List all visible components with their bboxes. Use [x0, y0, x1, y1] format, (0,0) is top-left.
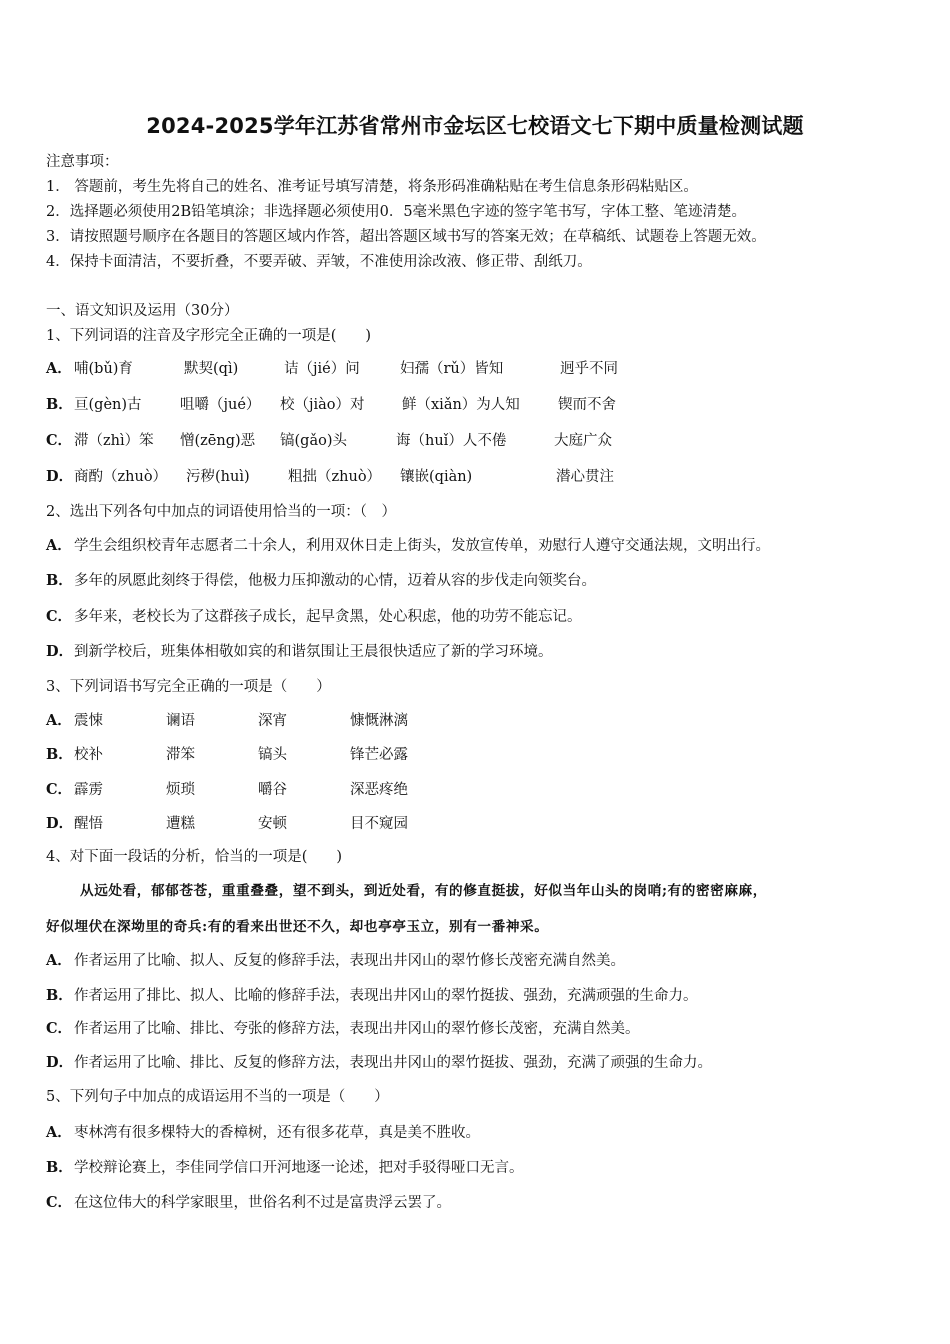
- option-word: 潜心贯注: [556, 469, 614, 485]
- option-word: 深宵: [258, 713, 287, 729]
- option-word: 震悚: [74, 713, 103, 729]
- option-word: 商酌（zhuò）: [74, 469, 168, 485]
- option-word: 遭糕: [166, 816, 195, 832]
- option-label: C．: [46, 432, 73, 449]
- option-word: 嚼谷: [258, 782, 287, 798]
- option-word: 粗拙（zhuò）: [288, 469, 382, 485]
- notice-item-3: 3．请按照题号顺序在各题目的答题区域内作答，超出答题区域书写的答案无效；在草稿纸、试题卷上答题无效。: [46, 229, 766, 245]
- option-label: D．: [46, 1054, 74, 1071]
- q5-option-c: [46, 1193, 451, 1213]
- q3-option-a: [46, 711, 408, 731]
- q1-option-a: [46, 359, 618, 379]
- option-text: 作者运用了排比、拟人、比喻的修辞手法，表现出井冈山的翠竹挺拔、强劲，充满顽强的生命力。: [74, 988, 698, 1004]
- option-word: 锋芒必露: [350, 747, 408, 763]
- section-heading: 一、语文知识及运用（30分）: [46, 303, 239, 319]
- option-word: 憎(zēng)恶: [180, 433, 256, 449]
- q1-stem: 1、下列词语的注音及字形完全正确的一项是( ): [46, 328, 372, 344]
- option-label: C．: [46, 1194, 73, 1211]
- q1-option-b: [46, 395, 616, 415]
- option-word: 镶嵌(qiàn): [400, 469, 473, 485]
- option-word: 默契(qì): [184, 361, 239, 377]
- option-text: 学校辩论赛上，李佳同学信口开河地逐一论述，把对手驳得哑口无言。: [74, 1160, 524, 1176]
- option-label: B．: [46, 987, 73, 1004]
- notice-item-2: 2．选择题必须使用2B铅笔填涂；非选择题必须使用0．5毫米黑色字迹的签字笔书写，字体工整、笔迹清楚。: [46, 204, 747, 220]
- option-word: 鲜（xiǎn）为人知: [402, 397, 520, 413]
- q4-stem: 4、对下面一段话的分析，恰当的一项是( ): [46, 849, 343, 865]
- option-text: 作者运用了比喻、拟人、反复的修辞手法，表现出井冈山的翠竹修长茂密充满自然美。: [74, 953, 625, 969]
- option-word: 哺(bǔ)育: [74, 361, 133, 377]
- option-word: 镐(gǎo)头: [280, 433, 347, 449]
- option-label: B．: [46, 396, 73, 413]
- option-word: 妇孺（rǔ）皆知: [400, 361, 504, 377]
- option-word: 醒悟: [74, 816, 103, 832]
- q3-option-b: [46, 745, 408, 765]
- option-text: 多年来，老校长为了这群孩子成长，起早贪黑，处心积虑，他的功劳不能忘记。: [74, 609, 582, 625]
- q4-passage-line-1: 从远处看，郁郁苍苍，重重叠叠，望不到头，到近处看，有的修直挺拔，好似当年山头的岗哨;有的密密麻麻，: [80, 883, 767, 899]
- option-label: A．: [46, 712, 72, 729]
- q4-option-a: [46, 951, 625, 971]
- option-text: 作者运用了比喻、排比、反复的修辞方法，表现出井冈山的翠竹挺拔、强劲，充满了顽强的生命力。: [74, 1055, 712, 1071]
- notice-heading: 注意事项：: [46, 154, 119, 170]
- option-label: A．: [46, 537, 72, 554]
- q4-option-d: [46, 1053, 712, 1073]
- q4-option-b: [46, 986, 698, 1006]
- option-word: 安顿: [258, 816, 287, 832]
- option-word: 锲而不舍: [558, 397, 616, 413]
- option-word: 校（jiào）对: [280, 397, 365, 413]
- option-word: 校补: [74, 747, 103, 763]
- option-word: 深恶疼绝: [350, 782, 408, 798]
- option-word: 霹雳: [74, 782, 103, 798]
- notice-item-4: 4．保持卡面清洁，不要折叠，不要弄破、弄皱，不准使用涂改液、修正带、刮纸刀。: [46, 254, 592, 270]
- option-word: 大庭广众: [554, 433, 612, 449]
- q2-option-d: [46, 642, 553, 662]
- q2-option-a: [46, 536, 770, 556]
- option-label: B．: [46, 746, 73, 763]
- q1-option-d: [46, 467, 614, 487]
- q3-option-d: [46, 814, 408, 834]
- option-label: D．: [46, 468, 74, 485]
- option-label: D．: [46, 643, 74, 660]
- q3-option-c: [46, 780, 408, 800]
- option-text: 多年的夙愿此刻终于得偿，他极力压抑激动的心情，迈着从容的步伐走向领奖台。: [74, 573, 596, 589]
- option-text: 枣林湾有很多棵特大的香樟树，还有很多花草，真是美不胜收。: [74, 1125, 480, 1141]
- option-word: 诲（huǐ）人不倦: [396, 433, 507, 449]
- q2-option-c: [46, 607, 582, 627]
- exam-title: 2024-2025学年江苏省常州市金坛区七校语文七下期中质量检测试题: [146, 114, 804, 138]
- option-word: 滞（zhì）笨: [74, 433, 154, 449]
- option-label: B．: [46, 1159, 73, 1176]
- option-text: 学生会组织校青年志愿者二十余人，利用双休日走上街头，发放宣传单，劝慰行人遵守交通法规，文明出行。: [74, 538, 770, 554]
- option-word: 目不窥园: [350, 816, 408, 832]
- option-text: 到新学校后，班集体相敬如宾的和谐氛围让王晨很快适应了新的学习环境。: [74, 644, 553, 660]
- option-label: A．: [46, 1124, 72, 1141]
- option-word: 镐头: [258, 747, 287, 763]
- option-word: 迥乎不同: [560, 361, 618, 377]
- q5-option-a: [46, 1123, 480, 1143]
- option-word: 谰语: [166, 713, 195, 729]
- option-label: A．: [46, 360, 72, 377]
- option-word: 污秽(huì): [186, 469, 250, 485]
- q1-option-c: [46, 431, 612, 451]
- option-label: C．: [46, 608, 73, 625]
- option-text: 在这位伟大的科学家眼里，世俗名利不过是富贵浮云罢了。: [74, 1195, 451, 1211]
- q2-stem: 2、选出下列各句中加点的词语使用恰当的一项：（ ）: [46, 504, 396, 520]
- q4-passage-line-2: 好似埋伏在深坳里的奇兵:有的看来出世还不久，却也亭亭玉立，别有一番神采。: [46, 919, 549, 935]
- option-word: 慷慨淋漓: [350, 713, 408, 729]
- option-label: A．: [46, 952, 72, 969]
- option-label: C．: [46, 1020, 73, 1037]
- option-label: C．: [46, 781, 73, 798]
- q3-stem: 3、下列词语书写完全正确的一项是（ ）: [46, 679, 331, 695]
- notice-item-1: 1． 答题前，考生先将自己的姓名、准考证号填写清楚，将条形码准确粘贴在考生信息条形码粘贴区。: [46, 179, 698, 195]
- option-word: 诘（jié）问: [284, 361, 360, 377]
- option-label: D．: [46, 815, 74, 832]
- option-word: 亘(gèn)古: [74, 397, 142, 413]
- q5-option-b: [46, 1158, 524, 1178]
- q4-option-c: [46, 1019, 640, 1039]
- option-word: 烦琐: [166, 782, 195, 798]
- option-label: B．: [46, 572, 73, 589]
- option-word: 滞笨: [166, 747, 195, 763]
- option-word: 咀嚼（jué）: [180, 397, 261, 413]
- q5-stem: 5、下列句子中加点的成语运用不当的一项是（ ）: [46, 1089, 389, 1105]
- option-text: 作者运用了比喻、排比、夸张的修辞方法，表现出井冈山的翠竹修长茂密，充满自然美。: [74, 1021, 640, 1037]
- q2-option-b: [46, 571, 596, 591]
